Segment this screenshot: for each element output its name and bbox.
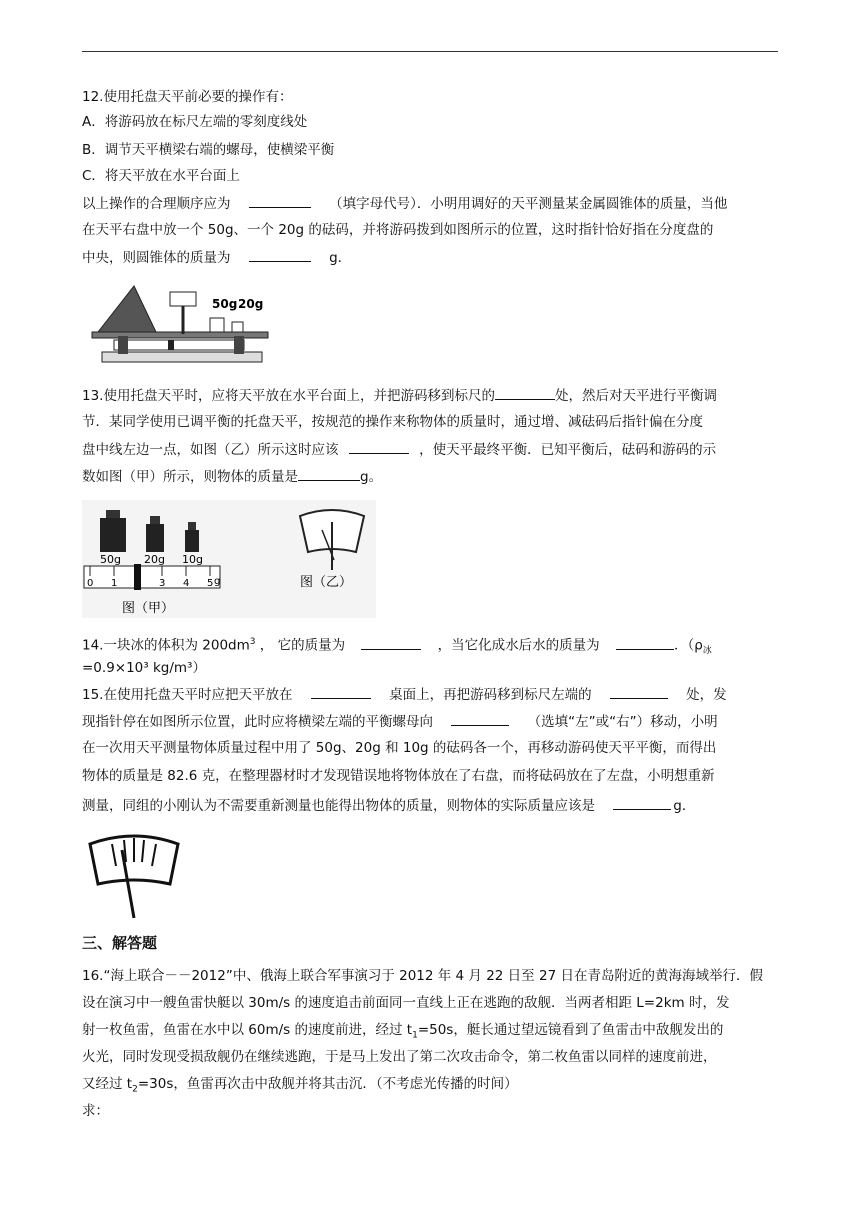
- ruler-tick-label: 0: [87, 578, 94, 589]
- q16-line2: 设在演习中一艘鱼雷快艇以 30m/s 的速度追击前面同一直线上正在逃跑的敌舰．当两者相距 L=2km 时，发: [82, 995, 730, 1011]
- q15-line4: 物体的质量是 82.6 克，在整理器材时才发现错误地将物体放在了右盘，而将砝码放在了左盘，小明想重新: [82, 768, 715, 784]
- q15-blank-direction[interactable]: [451, 711, 509, 726]
- fig1-weight-label-1: 50g: [212, 297, 238, 311]
- q12-option-c: C．将天平放在水平台面上: [82, 168, 240, 184]
- q16-line4: 火光，同时发现受损敌舰仍在继续逃跑，于是马上发出了第二次攻击命令，第二枚鱼雷以同样的速度前进，: [82, 1049, 717, 1065]
- q14-line2: =0.9×10³ kg/m³）: [82, 660, 206, 676]
- q12-blank-order[interactable]: [249, 193, 311, 208]
- q12-line2: 在天平右盘中放一个 50g、一个 20g 的砝码，并将游码拨到如图所示的位置，这时指针恰好指在分度盘的: [82, 222, 714, 238]
- q16-line3: 射一枚鱼雷，鱼雷在水中以 60m/s 的速度前进，经过 $t_1=50s$，艇长通过望远镜看到了鱼雷击中敌舰发出的: [82, 1022, 724, 1041]
- fig1-weight-label-2: 20g: [238, 297, 264, 311]
- ruler-tick-label: 4: [183, 578, 190, 589]
- q12-line3: 中央，则圆锥体的质量为 g．: [82, 247, 351, 268]
- q13-blank-zero[interactable]: [495, 385, 555, 400]
- q15-line3: 在一次用天平测量物体质量过程中用了 50g、20g 和 10g 的砝码各一个，再移动游码使天平平衡，而得出: [82, 740, 717, 756]
- q14-blank-water-mass[interactable]: [616, 635, 674, 650]
- pointer-dial-figure: [84, 830, 184, 922]
- fig2-weight-20g: 20g: [144, 553, 165, 566]
- balance-with-cone-figure: [88, 284, 278, 374]
- section-title: 三、解答题: [82, 934, 158, 952]
- caption-yi: 图（乙）: [300, 575, 353, 590]
- q16-line6: 求：: [82, 1103, 109, 1119]
- q12-option-a: A．将游码放在标尺左端的零刻度线处: [82, 114, 308, 130]
- q16-line5: 又经过 $t_2=30s$，鱼雷再次击中敌舰并将其击沉．（不考虑光传播的时间）: [82, 1076, 518, 1095]
- q14-blank-ice-mass[interactable]: [361, 635, 421, 650]
- q13-blank-action[interactable]: [349, 439, 409, 454]
- q14-line1: 14.一块冰的体积为 $200dm^3$ ， 它的质量为 ，当它化成水后水的质量为 ．（$\rho_冰$: [82, 632, 712, 661]
- rider-marker: [134, 564, 141, 590]
- q13-line4: 数如图（甲）所示，则物体的质量是 g。: [82, 466, 382, 487]
- q13-line1: 13.使用托盘天平时，应将天平放在水平台面上，并把游码移到标尺的 处，然后对天平进行平衡调: [82, 385, 717, 406]
- fig2-weight-50g: 50g: [100, 553, 121, 566]
- caption-jia: 图（甲）: [122, 601, 175, 616]
- q15-blank-zero[interactable]: [610, 684, 668, 699]
- q15-line2: 现指针停在如图所示位置，此时应将横梁左端的平衡螺母向 （选填“左”或“右”）移动，小明: [82, 711, 718, 732]
- ruler-tick-label: 3: [159, 578, 166, 589]
- q13-line2: 节．某同学使用已调平衡的托盘天平，按规范的操作来称物体的质量时，通过增、减砝码后指针偏在分度: [82, 414, 703, 430]
- q15-line5: 测量，同组的小刚认为不需要重新测量也能得出物体的质量，则物体的实际质量应该是 g．: [82, 795, 695, 816]
- header-rule: [82, 51, 778, 52]
- fig2-weight-10g: 10g: [182, 553, 203, 566]
- weights-and-dial-figure: [82, 500, 376, 618]
- q16-line1: 16.“海上联合－－2012”中、俄海上联合军事演习于 2012 年 4 月 22 日至 27 日在青岛附近的黄海海域举行．假: [82, 968, 763, 984]
- ruler-tick-label: 5: [207, 578, 214, 589]
- q15-line1: 15.在使用托盘天平时应把天平放在 桌面上，再把游码移到标尺左端的 处，发: [82, 684, 727, 705]
- q12-option-b: B．调节天平横梁右端的螺母，使横梁平衡: [82, 142, 335, 158]
- q15-blank-actual-mass[interactable]: [613, 795, 671, 810]
- q12-line1: 以上操作的合理顺序应为 （填字母代号）．小明用调好的天平测量某金属圆锥体的质量，当他: [82, 193, 727, 214]
- q13-blank-mass[interactable]: [298, 466, 360, 481]
- q13-line3: 盘中线左边一点，如图（乙）所示这时应该 ，使天平最终平衡．已知平衡后，砝码和游码的示: [82, 439, 716, 460]
- q12-stem: 12.使用托盘天平前必要的操作有：: [82, 89, 293, 105]
- q12-blank-mass[interactable]: [249, 247, 311, 262]
- q15-blank-surface[interactable]: [311, 684, 371, 699]
- ruler-tick-label: 1: [111, 578, 118, 589]
- ruler-unit: g: [214, 576, 221, 587]
